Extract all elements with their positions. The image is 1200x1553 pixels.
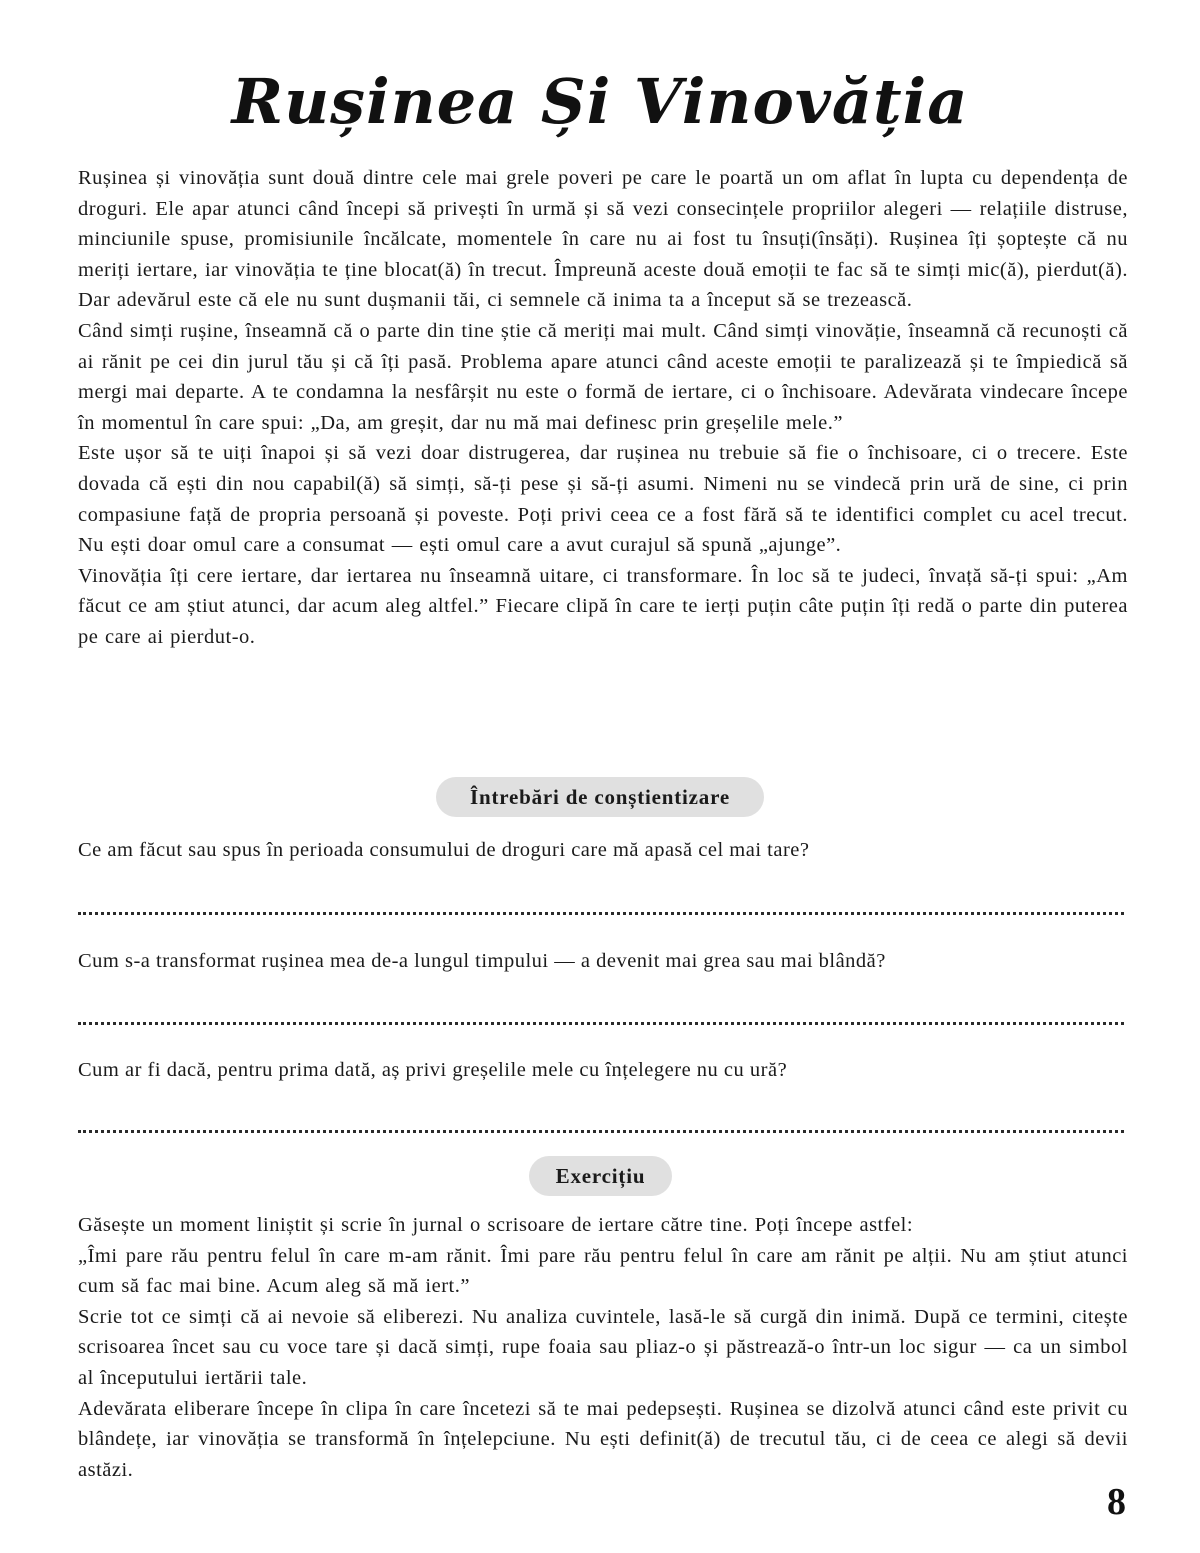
intro-paragraph: Este ușor să te uiți înapoi și să vezi doar distrugerea, dar rușinea nu trebuie să fie o închisoare, ci o trecere. Este dovada că ești din nou capabil(ă) să simți, să-ți pese și să-ți asumi. Nimeni nu se vindecă prin ură de sine, ci prin compasiune față de propria persoană și poveste. Poți privi ceea ce a fost fără să te identifici complet cu acel trecut. Nu ești doar omul care a consumat — ești omul care a avut curajul să spună „ajunge”. — [78, 442, 1128, 557]
question-1: Ce am făcut sau spus în perioada consumului de droguri care mă apasă cel mai tare? — [78, 839, 810, 861]
intro-paragraph: Când simți rușine, înseamnă că o parte din tine știe că meriți mai mult. Când simți vinovăție, înseamnă că recunoști că ai rănit pe cei din jurul tău și că îți pasă. Problema apare atunci când aceste emoții te paralizează și te împiedică să mergi mai departe. A te condamna la nesfârșit nu este o formă de iertare, ci o închisoare. Adevărata vindecare începe în momentul în care spui: „Da, am greșit, dar nu mă mai definesc prin greșelile mele.” — [78, 319, 1128, 434]
intro-paragraph: Vinovăția îți cere iertare, dar iertarea nu înseamnă uitare, ci transformare. În loc să te judeci, învață să-ți spui: „Am făcut ce am știut atunci, dar acum aleg altfel.” Fiecare clipă în care te ierți puțin câte puțin îți redă o parte din puterea pe care ai pierdut-o. — [78, 564, 1128, 648]
page-number: 8 — [1107, 1481, 1126, 1523]
question-2: Cum s-a transformat rușinea mea de-a lungul timpului — a devenit mai grea sau mai blândă? — [78, 950, 886, 972]
question-3: Cum ar fi dacă, pentru prima dată, aș privi greșelile mele cu înțelegere nu cu ură? — [78, 1059, 788, 1081]
page-title: Rușinea Și Vinovăția — [231, 65, 969, 138]
exercise-heading: Exercițiu — [529, 1156, 672, 1196]
answer-line-2[interactable] — [78, 1022, 1124, 1025]
exercise-paragraph: „Îmi pare rău pentru felul în care m-am rănit. Îmi pare rău pentru felul în care am rănit pe alții. Nu am știut atunci cum să fac mai bine. Acum aleg să mă iert.” — [78, 1244, 1128, 1298]
answer-line-1[interactable] — [78, 912, 1124, 915]
exercise-paragraph: Scrie tot ce simți că ai nevoie să eliberezi. Nu analiza cuvintele, lasă-le să curgă din inimă. După ce termini, citește scrisoarea încet sau cu voce tare și dacă simți, rupe foaia sau pliaz-o și păstrează-o într-un loc sigur — ca un simbol al începutului iertării tale. — [78, 1305, 1128, 1389]
intro-text — [78, 163, 1128, 653]
questions-heading: Întrebări de conștientizare — [436, 777, 764, 817]
exercise-paragraph: Găsește un moment liniștit și scrie în jurnal o scrisoare de iertare către tine. Poți începe astfel: — [78, 1214, 914, 1236]
intro-paragraph: Rușinea și vinovăția sunt două dintre cele mai grele poveri pe care le poartă un om aflat în lupta cu dependența de droguri. Ele apar atunci când începi să privești în urmă și să vezi consecințele propriilor alegeri — relațiile distruse, minciunile spuse, promisiunile încălcate, momentele în care nu ai fost tu însuți(însăți). Rușinea îți șoptește că nu meriți iertare, iar vinovăția te ține blocat(ă) în trecut. Împreună aceste două emoții te fac să te simți mic(ă), pierdut(ă). Dar adevărul este că ele nu sunt dușmanii tăi, ci semnele că inima ta a început să se trezească. — [78, 167, 1128, 312]
exercise-paragraph: Adevărata eliberare începe în clipa în care încetezi să te mai pedepsești. Rușinea se dizolvă atunci când este privit cu blândețe, iar vinovăția se transformă în înțelepciune. Nu ești definit(ă) de trecutul tău, ci de ceea ce alegi să devii astăzi. — [78, 1397, 1128, 1481]
answer-line-3[interactable] — [78, 1130, 1124, 1133]
exercise-text — [78, 1210, 1128, 1485]
